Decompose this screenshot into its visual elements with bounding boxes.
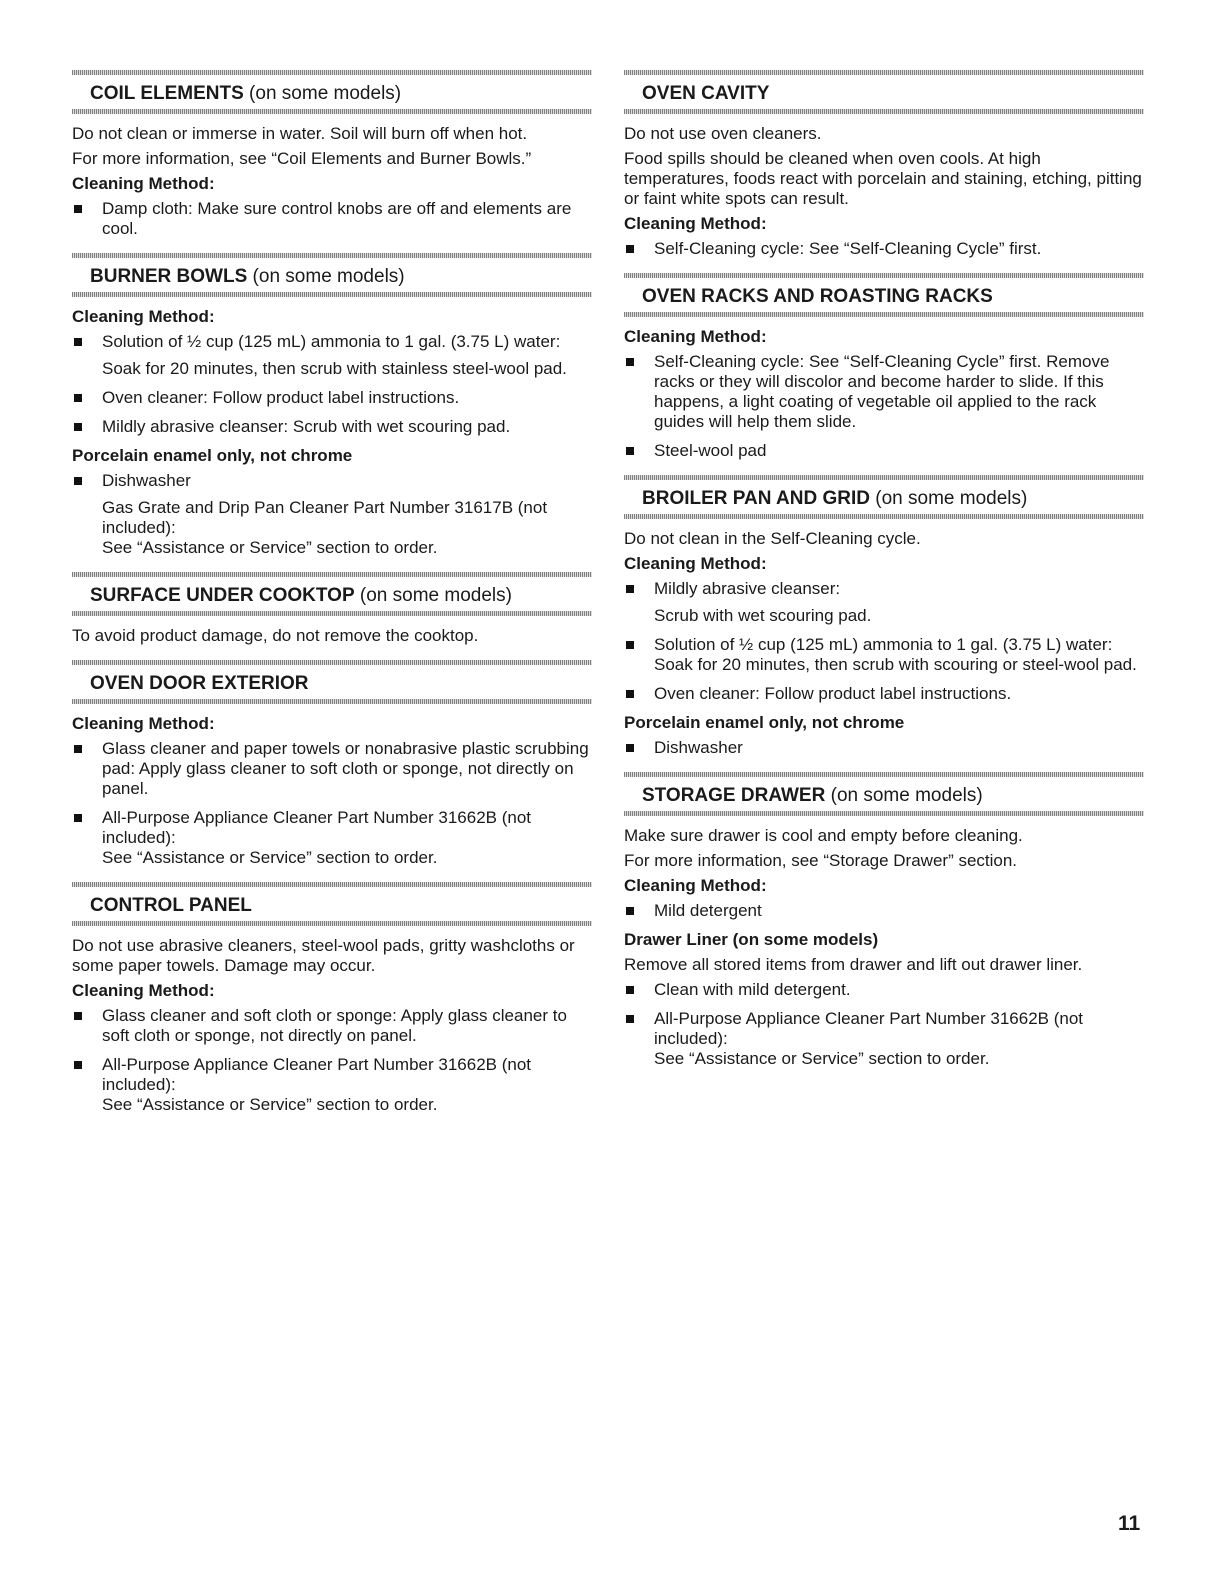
divider-bottom bbox=[72, 292, 592, 297]
paragraph: Do not use abrasive cleaners, steel-wool pads, gritty washcloths or some paper towels. Damage may occur. bbox=[72, 936, 575, 975]
section-storage-drawer bbox=[624, 772, 1144, 1069]
section-heading bbox=[72, 887, 592, 921]
cleaning-method-label: Cleaning Method: bbox=[72, 714, 215, 733]
list-item: Self-Cleaning cycle: See “Self-Cleaning Cycle” first. Remove racks or they will discolor and become harder to slide. If this happens, a light coating of vegetable oil applied to the rack guides will help them slide. bbox=[624, 352, 1144, 432]
section-oven-racks bbox=[624, 273, 1144, 461]
divider-bottom bbox=[72, 699, 592, 704]
bullet-square-icon bbox=[74, 423, 82, 431]
bullet-square-icon bbox=[74, 814, 82, 822]
cleaning-method-label: Cleaning Method: bbox=[72, 981, 215, 1000]
heading-suffix: (on some models) bbox=[247, 266, 405, 287]
cleaning-method-label: Cleaning Method: bbox=[624, 214, 767, 233]
porcelain-label: Porcelain enamel only, not chrome bbox=[72, 446, 353, 465]
paragraph: Do not clean in the Self-Cleaning cycle. bbox=[624, 529, 921, 548]
heading-title: BURNER BOWLS bbox=[90, 266, 248, 287]
heading-title: BROILER PAN AND GRID bbox=[642, 488, 870, 509]
cleaning-method-label: Cleaning Method: bbox=[624, 327, 767, 346]
bullet-square-icon bbox=[74, 745, 82, 753]
drawer-liner-label: Drawer Liner (on some models) bbox=[624, 930, 879, 949]
section-heading bbox=[624, 480, 1144, 514]
heading-title: COIL ELEMENTS bbox=[90, 83, 244, 104]
bullet-square-icon bbox=[626, 907, 634, 915]
bullet-square-icon bbox=[74, 477, 82, 485]
paragraph: Food spills should be cleaned when oven cools. At high temperatures, foods react with porcelain and staining, etching, pitting or faint white spots can result. bbox=[624, 149, 1142, 208]
heading-title: OVEN DOOR EXTERIOR bbox=[90, 673, 309, 694]
divider-bottom bbox=[624, 109, 1144, 114]
list-item: Self-Cleaning cycle: See “Self-Cleaning Cycle” first. bbox=[624, 239, 1144, 259]
divider-top bbox=[624, 273, 1144, 278]
divider-bottom bbox=[624, 514, 1144, 519]
bullet-square-icon bbox=[626, 1015, 634, 1023]
divider-bottom bbox=[72, 109, 592, 114]
section-control-panel bbox=[72, 882, 592, 1115]
list-item: Steel-wool pad bbox=[624, 441, 1144, 461]
bullet-square-icon bbox=[626, 585, 634, 593]
bullet-square-icon bbox=[74, 205, 82, 213]
left-column bbox=[72, 70, 592, 1129]
paragraph: For more information, see “Coil Elements and Burner Bowls.” bbox=[72, 149, 532, 168]
section-broiler-pan bbox=[624, 475, 1144, 758]
divider-bottom bbox=[72, 611, 592, 616]
heading-title: OVEN RACKS AND ROASTING RACKS bbox=[642, 286, 993, 307]
heading-suffix: (on some models) bbox=[354, 585, 512, 606]
divider-bottom bbox=[624, 312, 1144, 317]
list-item: All-Purpose Appliance Cleaner Part Number 31662B (not included): See “Assistance or Service” section to order. bbox=[72, 1055, 592, 1115]
list-item: Glass cleaner and paper towels or nonabrasive plastic scrubbing pad: Apply glass cleaner to soft cloth or sponge, not directly on panel. bbox=[72, 739, 592, 799]
bullet-square-icon bbox=[626, 245, 634, 253]
bullet-square-icon bbox=[626, 744, 634, 752]
section-oven-door-exterior bbox=[72, 660, 592, 868]
list-item: Glass cleaner and soft cloth or sponge: Apply glass cleaner to soft cloth or sponge, not directly on panel. bbox=[72, 1006, 592, 1046]
list-item: Solution of ½ cup (125 mL) ammonia to 1 gal. (3.75 L) water: Soak for 20 minutes, then scrub with stainless steel-wool pad. bbox=[72, 332, 592, 379]
paragraph: To avoid product damage, do not remove the cooktop. bbox=[72, 626, 479, 645]
bullet-square-icon bbox=[74, 338, 82, 346]
section-heading bbox=[72, 577, 592, 611]
bullet-square-icon bbox=[626, 447, 634, 455]
porcelain-label: Porcelain enamel only, not chrome bbox=[624, 713, 905, 732]
list-item: Dishwasher bbox=[624, 738, 1144, 758]
divider-top bbox=[72, 253, 592, 258]
list-item: Damp cloth: Make sure control knobs are off and elements are cool. bbox=[72, 199, 592, 239]
section-oven-cavity bbox=[624, 70, 1144, 259]
heading-title: CONTROL PANEL bbox=[90, 895, 252, 916]
paragraph: Remove all stored items from drawer and lift out drawer liner. bbox=[624, 955, 1083, 974]
section-heading bbox=[624, 75, 1144, 109]
paragraph: Make sure drawer is cool and empty before cleaning. bbox=[624, 826, 1023, 845]
list-item: Mildly abrasive cleanser: Scrub with wet scouring pad. bbox=[624, 579, 1144, 626]
bullet-square-icon bbox=[626, 641, 634, 649]
bullet-square-icon bbox=[74, 1061, 82, 1069]
list-item: All-Purpose Appliance Cleaner Part Number 31662B (not included): See “Assistance or Service” section to order. bbox=[624, 1009, 1144, 1069]
divider-top bbox=[72, 660, 592, 665]
bullet-square-icon bbox=[626, 986, 634, 994]
list-item: Mild detergent bbox=[624, 901, 1144, 921]
list-item: Clean with mild detergent. bbox=[624, 980, 1144, 1000]
section-burner-bowls bbox=[72, 253, 592, 558]
page-number: 11 bbox=[1118, 1512, 1141, 1535]
section-heading bbox=[624, 278, 1144, 312]
right-column bbox=[624, 70, 1144, 1083]
cleaning-method-label: Cleaning Method: bbox=[624, 554, 767, 573]
list-item: Oven cleaner: Follow product label instructions. bbox=[624, 684, 1144, 704]
divider-top bbox=[72, 882, 592, 887]
list-item: Dishwasher Gas Grate and Drip Pan Cleaner Part Number 31617B (not included): See “Assistance or Service” section to order. bbox=[72, 471, 592, 558]
list-item: Solution of ½ cup (125 mL) ammonia to 1 gal. (3.75 L) water: Soak for 20 minutes, then scrub with scouring or steel-wool pad. bbox=[624, 635, 1144, 675]
cleaning-method-label: Cleaning Method: bbox=[624, 876, 767, 895]
heading-title: OVEN CAVITY bbox=[642, 83, 770, 104]
heading-suffix: (on some models) bbox=[243, 83, 402, 104]
divider-top bbox=[624, 772, 1144, 777]
heading-title: STORAGE DRAWER bbox=[642, 785, 826, 806]
bullet-square-icon bbox=[626, 690, 634, 698]
section-heading bbox=[72, 665, 592, 699]
paragraph: For more information, see “Storage Drawer” section. bbox=[624, 851, 1018, 870]
list-item: Oven cleaner: Follow product label instructions. bbox=[72, 388, 592, 408]
divider-bottom bbox=[624, 811, 1144, 816]
heading-suffix: (on some models) bbox=[870, 488, 1028, 509]
divider-bottom bbox=[72, 921, 592, 926]
section-heading bbox=[72, 75, 592, 109]
section-coil-elements bbox=[72, 70, 592, 239]
divider-top bbox=[624, 70, 1144, 75]
divider-top bbox=[624, 475, 1144, 480]
section-surface-under-cooktop bbox=[72, 572, 592, 646]
bullet-square-icon bbox=[626, 358, 634, 366]
list-item: All-Purpose Appliance Cleaner Part Number 31662B (not included): See “Assistance or Service” section to order. bbox=[72, 808, 592, 868]
divider-top bbox=[72, 70, 592, 75]
paragraph: Do not use oven cleaners. bbox=[624, 124, 822, 143]
list-item: Mildly abrasive cleanser: Scrub with wet scouring pad. bbox=[72, 417, 592, 437]
bullet-square-icon bbox=[74, 1012, 82, 1020]
section-heading bbox=[72, 258, 592, 292]
heading-title: SURFACE UNDER COOKTOP bbox=[90, 585, 355, 606]
bullet-square-icon bbox=[74, 394, 82, 402]
cleaning-method-label: Cleaning Method: bbox=[72, 307, 215, 326]
cleaning-method-label: Cleaning Method: bbox=[72, 174, 215, 193]
paragraph: Do not clean or immerse in water. Soil will burn off when hot. bbox=[72, 124, 528, 143]
divider-top bbox=[72, 572, 592, 577]
section-heading bbox=[624, 777, 1144, 811]
heading-suffix: (on some models) bbox=[825, 785, 983, 806]
